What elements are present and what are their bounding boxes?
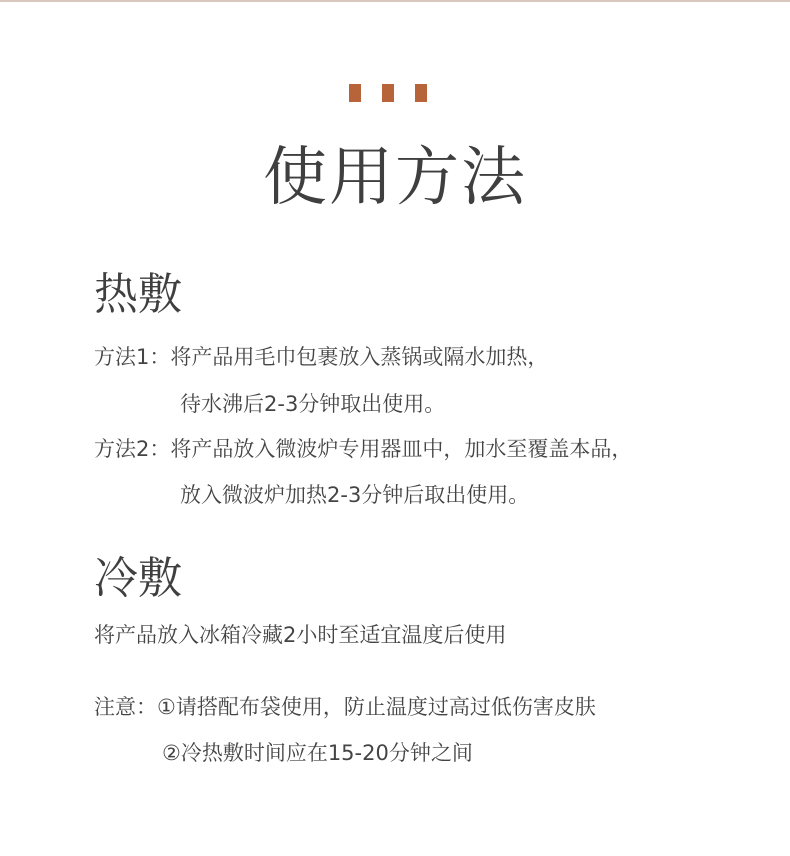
note-line-1: 注意：①请搭配布袋使用，防止温度过高过低伤害皮肤 xyxy=(94,695,596,719)
page-title: 使用方法 xyxy=(263,141,527,215)
hot-method-2-line-1: 方法2：将产品放入微波炉专用器皿中，加水至覆盖本品， xyxy=(94,437,633,461)
accent-dot xyxy=(349,84,361,102)
accent-dot xyxy=(382,84,394,102)
hot-compress-heading: 热敷 xyxy=(94,269,182,320)
note-line-2: ②冷热敷时间应在15-20分钟之间 xyxy=(162,741,473,765)
cold-compress-heading: 冷敷 xyxy=(94,553,182,604)
hot-method-1-line-1: 方法1：将产品用毛巾包裹放入蒸锅或隔水加热， xyxy=(94,345,549,369)
top-divider xyxy=(0,0,790,2)
accent-dot xyxy=(415,84,427,102)
decorative-dots xyxy=(349,84,429,102)
cold-method-line: 将产品放入冰箱冷藏2小时至适宜温度后使用 xyxy=(94,623,507,647)
hot-method-1-line-2: 待水沸后2-3分钟取出使用。 xyxy=(180,392,446,416)
hot-method-2-line-2: 放入微波炉加热2-3分钟后取出使用。 xyxy=(180,483,530,507)
